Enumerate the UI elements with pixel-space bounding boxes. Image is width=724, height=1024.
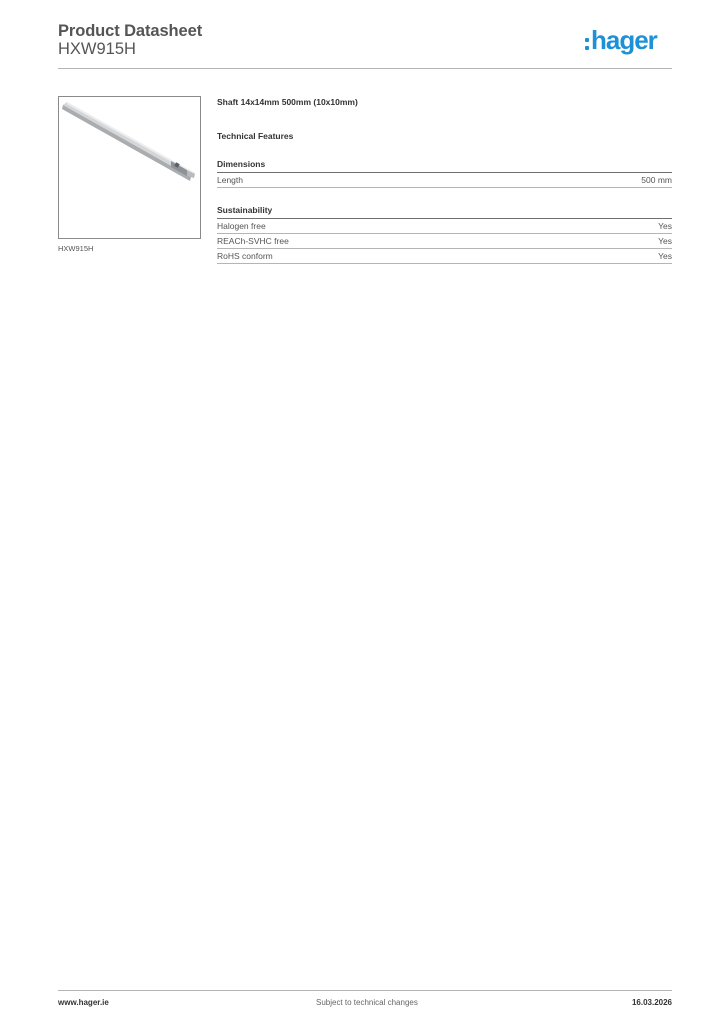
datasheet-content bbox=[217, 96, 672, 264]
logo-text: hager bbox=[591, 25, 657, 55]
row-label: Length bbox=[217, 175, 243, 185]
footer-note: Subject to technical changes bbox=[316, 998, 418, 1007]
hager-logo bbox=[582, 25, 672, 58]
footer-website-link[interactable]: www.hager.ie bbox=[58, 998, 109, 1007]
footer-date: 16.03.2026 bbox=[631, 998, 672, 1007]
sustainability-heading: Sustainability bbox=[217, 204, 672, 219]
footer-divider bbox=[58, 990, 672, 991]
document-title: Product Datasheet bbox=[58, 22, 203, 40]
row-value: 500 mm bbox=[641, 175, 672, 185]
table-row bbox=[217, 249, 672, 264]
image-caption: HXW915H bbox=[58, 244, 94, 253]
page-header bbox=[58, 20, 672, 68]
shaft-image bbox=[59, 97, 200, 238]
header-divider bbox=[58, 68, 672, 69]
row-label: Halogen free bbox=[217, 221, 266, 231]
row-label: RoHS conform bbox=[217, 251, 273, 261]
logo-colon-icon bbox=[585, 38, 589, 52]
row-value: Yes bbox=[658, 251, 672, 261]
table-row bbox=[217, 234, 672, 249]
row-value: Yes bbox=[658, 236, 672, 246]
table-row bbox=[217, 219, 672, 234]
row-value: Yes bbox=[658, 221, 672, 231]
product-code: HXW915H bbox=[58, 40, 136, 58]
row-label: REACh-SVHC free bbox=[217, 236, 289, 246]
product-name: Shaft 14x14mm 500mm (10x10mm) bbox=[217, 97, 358, 107]
dimensions-heading: Dimensions bbox=[217, 158, 672, 173]
table-row bbox=[217, 173, 672, 188]
product-image bbox=[58, 96, 201, 239]
technical-features-heading: Technical Features bbox=[217, 131, 294, 141]
